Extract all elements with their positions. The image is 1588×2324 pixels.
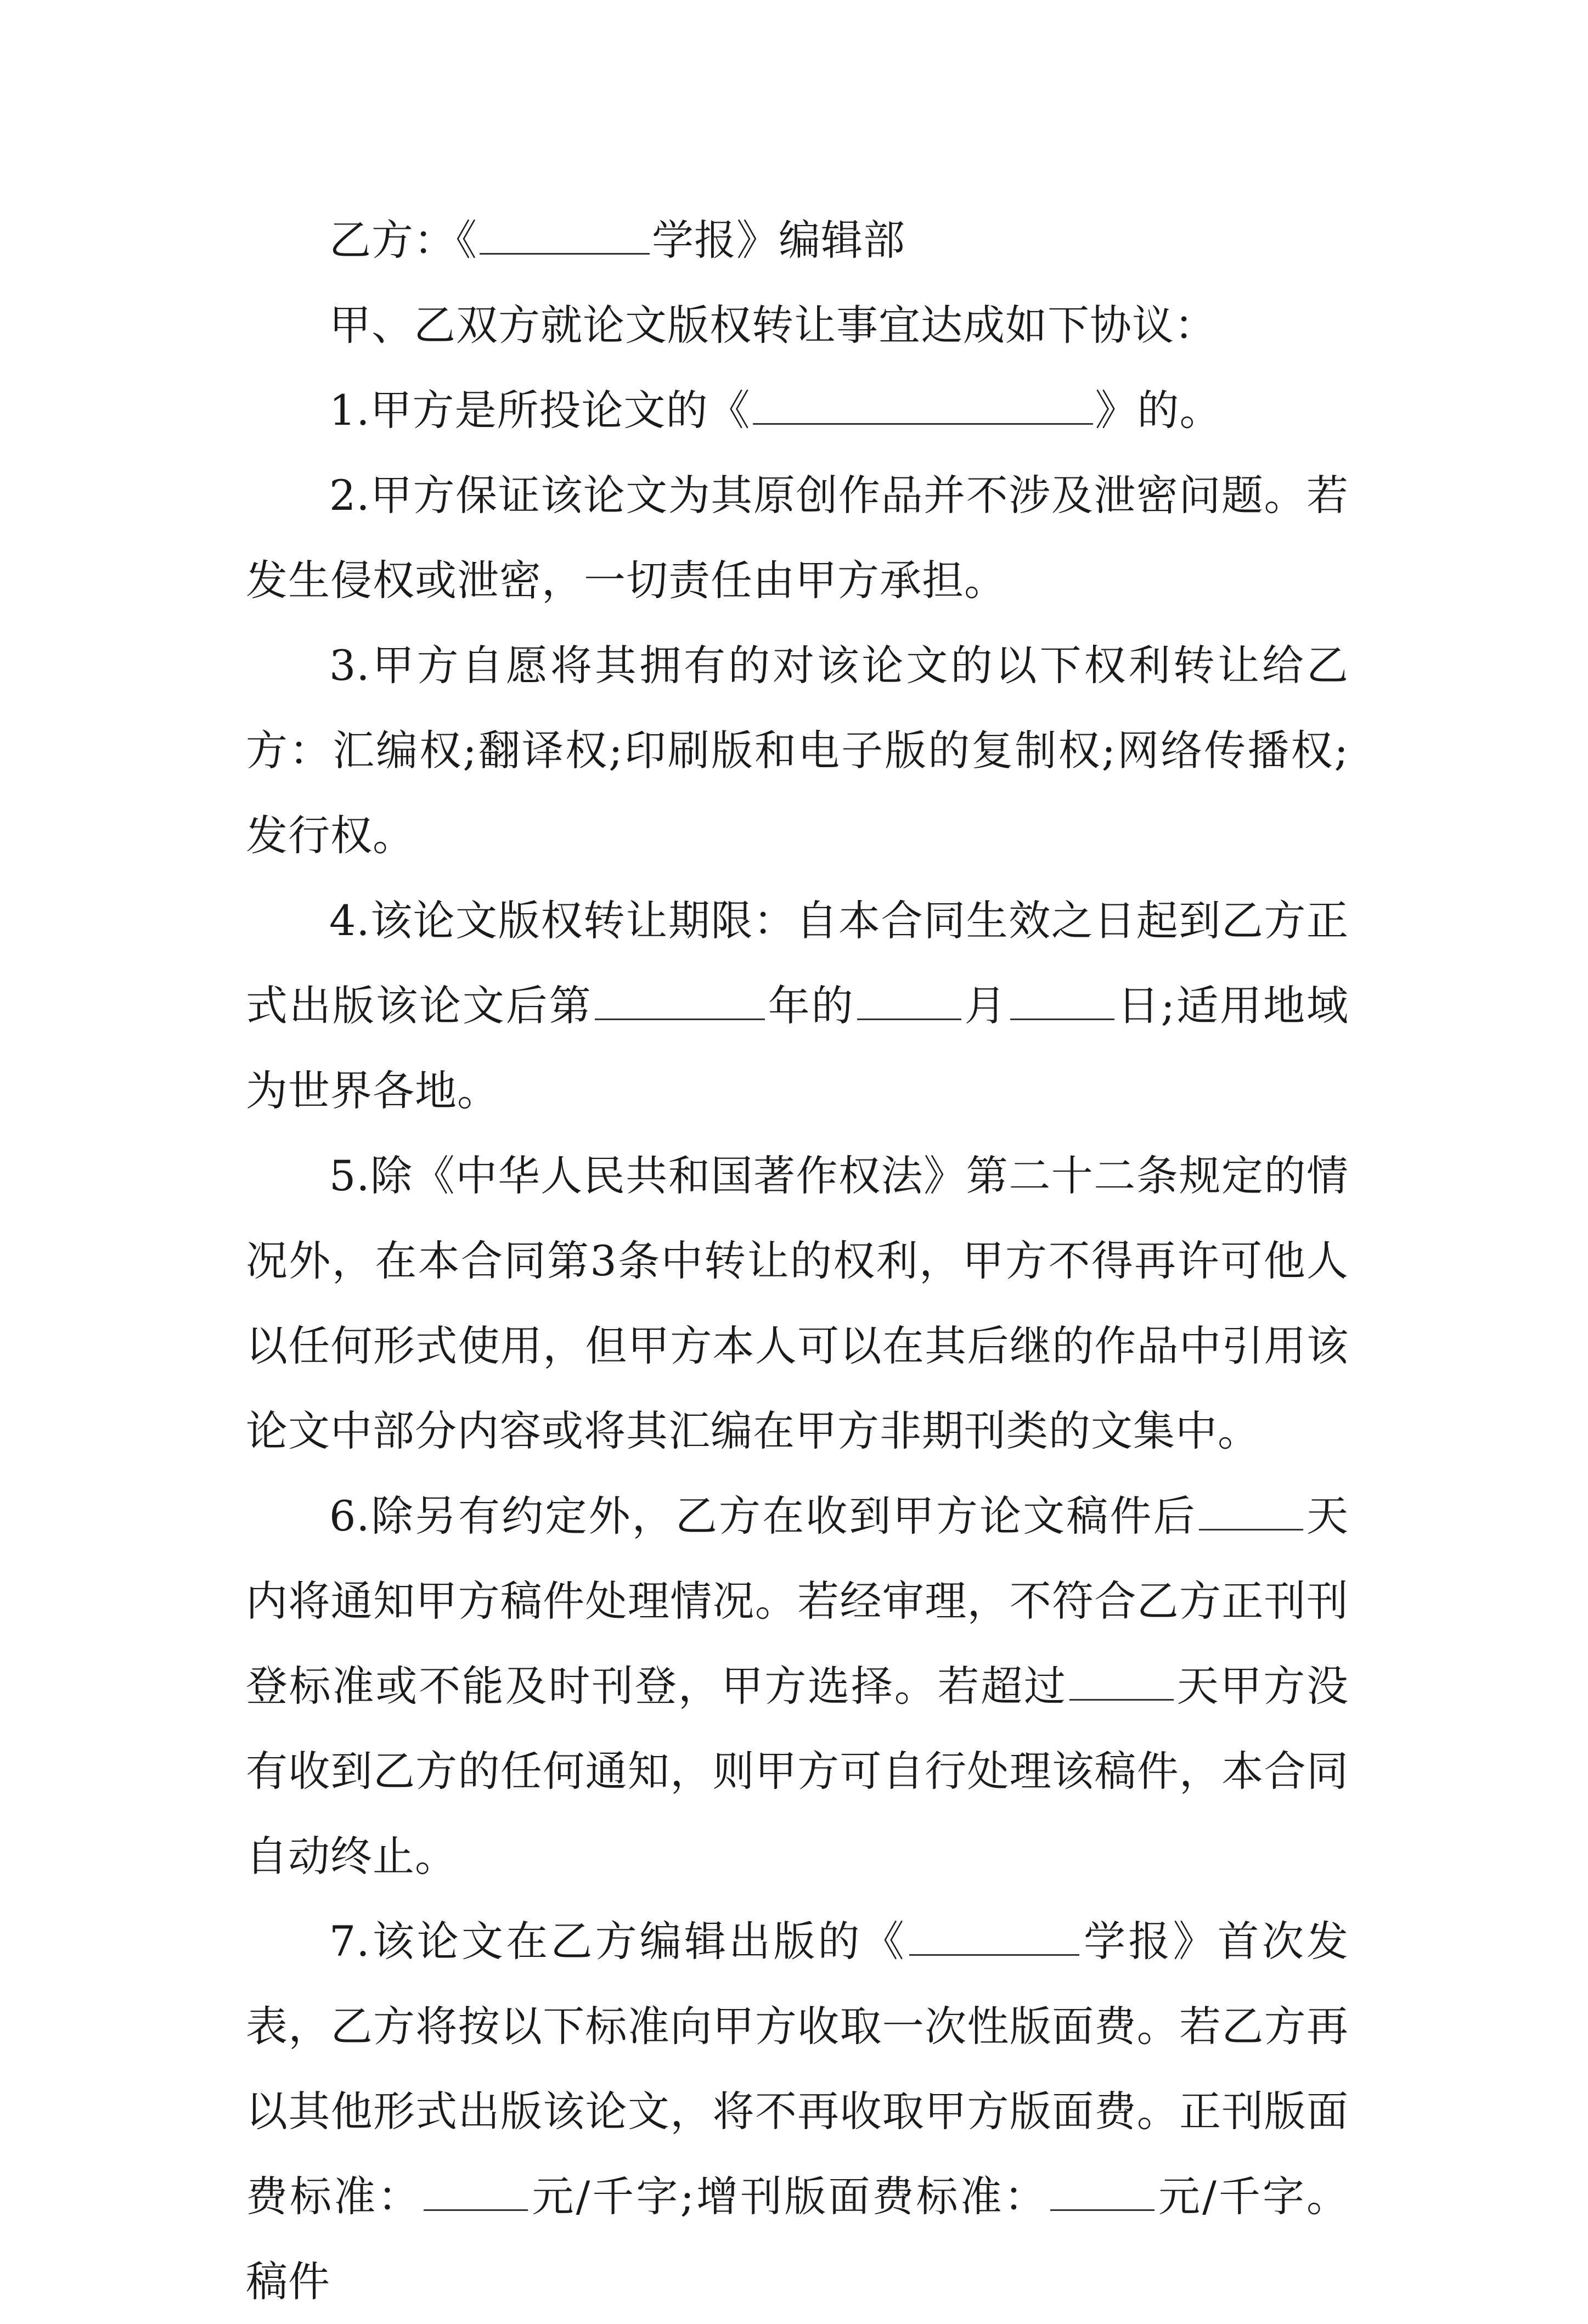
blank-field[interactable] (595, 984, 765, 1020)
clause-2: 2.甲方保证该论文为其原创作品并不涉及泄密问题。若发生侵权或泄密，一切责任由甲方承担。 (246, 471, 1349, 605)
blank-field[interactable] (1069, 1665, 1174, 1701)
agreement-intro: 甲、乙双方就论文版权转让事宜达成如下协议： (329, 301, 1217, 350)
blank-field[interactable] (1050, 2175, 1155, 2211)
text-segment: 日;适用地域为世界各地。 (246, 981, 1349, 1115)
blank-field[interactable] (1199, 1495, 1303, 1530)
text-segment: 6.除另有约定外，乙方在收到甲方论文稿件后 (329, 1492, 1197, 1540)
text-segment: 4.该论文版权转让期限：自本合同生效之日起到乙方正式出版该论文后第 (246, 896, 1349, 1030)
text-segment: 学报》编辑部 (652, 216, 905, 265)
document-page (246, 198, 1349, 2324)
blank-field[interactable] (857, 984, 961, 1020)
clause-1 (246, 368, 1349, 453)
blank-field[interactable] (753, 389, 1093, 425)
blank-field[interactable] (480, 219, 650, 255)
blank-field[interactable] (424, 2175, 528, 2211)
text-segment: 元/千字。稿件 (246, 2172, 1349, 2306)
text-segment: 月 (963, 981, 1008, 1030)
clause-5: 5.除《中华人民共和国著作权法》第二十二条规定的情况外，在本合同第3条中转让的权利，甲方不得再许可他人以任何形式使用，但甲方本人可以在其后继的作品中引用该论文中部分内容或将其汇编在甲方非期刊类的文集中。 (246, 1151, 1349, 1455)
party-b-line (246, 198, 1349, 283)
text-segment: 学报》首次发表，乙方将按以下标准向甲方收取一次性版面费。若乙方再以其他形式出版该论文，将不再收取甲方版面费。正刊版面费标准： (246, 1917, 1349, 2221)
clause-7 (246, 1899, 1349, 2324)
text-segment: 天内将通知甲方稿件处理情况。若经审理，不符合乙方正刊刊登标准或不能及时刊登，甲方选择。若超过 (246, 1492, 1349, 1710)
clause-3: 3.甲方自愿将其拥有的对该论文的以下权利转让给乙方：汇编权;翻译权;印刷版和电子版的复制权;网络传播权;发行权。 (246, 641, 1349, 860)
clause-4 (246, 878, 1349, 1133)
clause-6 (246, 1473, 1349, 1899)
blank-field[interactable] (1010, 984, 1114, 1020)
text-segment: 元/千字;增刊版面费标准： (530, 2172, 1048, 2221)
text-segment: 7.该论文在乙方编辑出版的《 (329, 1917, 907, 1966)
text-segment: 年的 (767, 981, 855, 1030)
text-segment: 天甲方没有收到乙方的任何通知，则甲方可自行处理该稿件，本合同自动终止。 (246, 1662, 1349, 1881)
text-segment: 》的。 (1095, 386, 1222, 435)
text-segment: 乙方：《 (329, 216, 477, 265)
blank-field[interactable] (909, 1920, 1079, 1956)
text-segment: 1.甲方是所投论文的《 (329, 386, 751, 435)
